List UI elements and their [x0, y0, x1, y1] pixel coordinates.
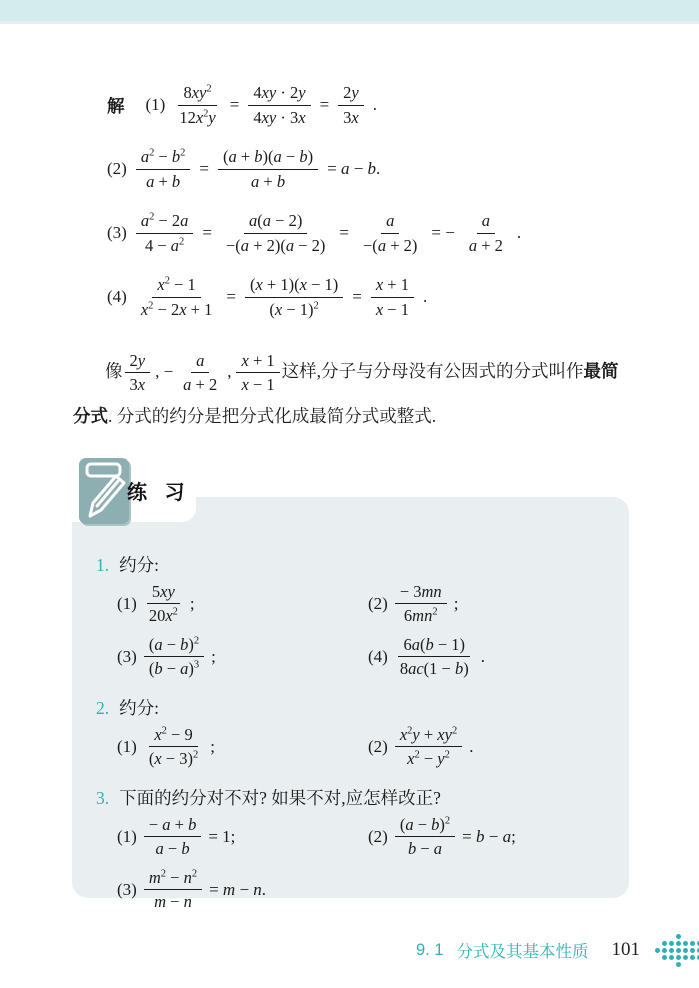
denominator: $x^2 - 2x + 1$: [140, 299, 213, 319]
exercise-row: [96, 630, 612, 683]
denominator: $12x^2y$: [179, 107, 216, 127]
fraction: [144, 634, 204, 680]
numerator: $8xy^2$: [178, 82, 216, 105]
numerator: $x^2 - 1$: [152, 274, 200, 297]
exercise-cell-right: [368, 634, 612, 680]
exercise-heading: [96, 785, 612, 810]
dot: [690, 948, 695, 953]
exercise-row: [96, 720, 612, 773]
denominator: 3x: [343, 107, 359, 127]
math-text: ;: [453, 593, 459, 613]
numerator: 2y: [125, 350, 151, 373]
dot-spacer: [683, 962, 688, 967]
exercise-cell-left: [117, 867, 368, 913]
dot-spacer: [690, 934, 695, 939]
fraction: [245, 274, 343, 320]
dot-row: [655, 962, 699, 967]
text-run: . 分式的约分是把分式化成最简分式或整式.: [108, 405, 437, 426]
footer-inner: [416, 928, 699, 972]
numerator: x + 1: [236, 350, 279, 373]
math-text: =: [229, 95, 240, 114]
practice-header: 练 习: [127, 482, 191, 504]
math-text: = 1;: [208, 826, 236, 846]
math-text: (1): [145, 95, 166, 114]
math-text: (2): [368, 736, 388, 756]
math-text: = b − a;: [462, 826, 516, 846]
bold-term: 最简分式: [73, 360, 619, 426]
dot: [662, 941, 667, 946]
numerator: (a + b)(a − b): [218, 146, 318, 169]
exercise-cell-right: [368, 814, 612, 860]
exercise-number: 2.: [96, 698, 110, 718]
numerator: − a + b: [144, 814, 202, 837]
exercise-row: [96, 810, 612, 863]
solution-block: [107, 76, 677, 332]
dot: [676, 941, 681, 946]
numerator: − 3mn: [395, 581, 447, 604]
denominator: −(a + 2)(a − 2): [225, 235, 326, 255]
numerator: $x^2y + xy^2$: [395, 724, 462, 747]
math-text: (3): [117, 879, 137, 899]
dot-spacer: [683, 934, 688, 939]
dot: [669, 941, 674, 946]
dot-row: [655, 955, 699, 960]
fraction: [144, 814, 202, 860]
dot-row: [655, 934, 699, 939]
numerator: $a^2 - b^2$: [136, 146, 191, 169]
denominator: a + b: [251, 171, 286, 191]
math-text: =: [202, 223, 212, 242]
denominator: $6mn^2$: [403, 606, 438, 625]
math-text: (1): [117, 736, 137, 756]
solution-line-2: [107, 140, 677, 198]
dot-row: [655, 941, 699, 946]
dot: [669, 948, 674, 953]
math-text: = a − b.: [327, 159, 381, 178]
denominator: $4 - a^2$: [144, 235, 185, 255]
denominator: a + 2: [183, 375, 218, 395]
solve-label: 解: [107, 95, 125, 116]
numerator: a(a − 2): [244, 210, 307, 233]
math-text: .: [422, 287, 428, 306]
math-text: =: [352, 287, 362, 306]
fraction: [144, 581, 183, 627]
math-text: =: [226, 287, 236, 306]
dot: [662, 948, 667, 953]
numerator: x + 1: [371, 274, 414, 297]
text-run: 这样,分子与分母没有公因式的分式叫作: [281, 360, 584, 381]
math-text: ,: [227, 361, 232, 381]
math-text: (1): [117, 826, 137, 846]
math-text: = −: [431, 223, 455, 242]
numerator: $m^2 - n^2$: [144, 867, 202, 890]
math-text: (4): [368, 646, 388, 666]
page-number: 101: [611, 939, 640, 960]
exercise-number: 3.: [96, 788, 110, 808]
exercise-cell-left: [117, 634, 368, 680]
fraction: [248, 82, 310, 128]
numerator: $(a - b)^2$: [395, 814, 455, 837]
dot-spacer: [655, 955, 660, 960]
footer-section-number: 9. 1: [415, 940, 444, 959]
exercise-cell-left: [117, 581, 368, 627]
dot-spacer: [655, 962, 660, 967]
dot: [655, 948, 660, 953]
dot: [676, 955, 681, 960]
math-text: .: [516, 223, 522, 242]
dot: [690, 941, 695, 946]
fraction: [395, 724, 462, 770]
fraction: [236, 350, 279, 396]
numerator: a: [477, 210, 495, 233]
numerator: $a^2 - 2a$: [136, 210, 194, 233]
exercise-cell-left: [117, 814, 368, 860]
fraction: [338, 82, 364, 128]
fraction: [144, 867, 202, 913]
denominator: 8ac(1 − b): [399, 659, 469, 678]
exercise-label: 约分:: [119, 555, 159, 575]
math-text: (4): [107, 287, 127, 306]
top-band: [0, 0, 699, 21]
fraction: [395, 581, 447, 627]
denominator: x − 1: [375, 299, 409, 319]
solution-line-1: [107, 76, 677, 134]
math-text: ;: [211, 646, 216, 666]
solution-line-4: [107, 268, 677, 326]
fraction: [136, 274, 218, 320]
denominator: 4xy · 3x: [253, 107, 306, 127]
denominator: $(x - 3)^2$: [148, 749, 199, 768]
dot: [662, 955, 667, 960]
math-text: (2): [107, 159, 127, 178]
denominator: $(x - 1)^2$: [269, 299, 319, 319]
text-run: 像: [105, 360, 123, 381]
denominator: x − 1: [241, 375, 275, 395]
numerator: 5xy: [147, 581, 180, 604]
math-text: .: [469, 736, 474, 756]
denominator: a − b: [155, 839, 190, 858]
paragraph-content: [73, 351, 619, 426]
top-band-edge: [0, 21, 699, 24]
numerator: a: [191, 350, 209, 373]
math-text: (3): [107, 223, 127, 242]
dot: [690, 955, 695, 960]
dot-spacer: [690, 962, 695, 967]
exercise-cell-right: [368, 724, 612, 770]
denominator: −(a + 2): [363, 235, 418, 255]
math-text: = m − n.: [209, 879, 267, 899]
fraction: [371, 274, 414, 320]
denominator: a + b: [146, 171, 181, 191]
solution-line-3: [107, 204, 677, 262]
math-text: =: [319, 95, 330, 114]
dot-spacer: [655, 934, 660, 939]
definition-paragraph: [73, 350, 631, 436]
fraction: [144, 724, 203, 770]
denominator: m − n: [154, 892, 192, 911]
exercise-cell-left: [117, 724, 368, 770]
dot: [676, 934, 681, 939]
math-text: =: [199, 159, 209, 178]
numerator: 6a(b − 1): [398, 634, 470, 657]
denominator: a + 2: [468, 235, 503, 255]
dot: [676, 962, 681, 967]
denominator: $(b - a)^3$: [148, 659, 200, 678]
math-text: (2): [368, 593, 388, 613]
exercise-row: [96, 863, 612, 916]
math-text: ;: [189, 593, 195, 613]
dot-spacer: [669, 934, 674, 939]
exercise-heading: [96, 695, 612, 720]
practice-items: [96, 540, 612, 916]
fraction: [221, 210, 330, 256]
fraction: [136, 210, 194, 256]
math-text: (3): [117, 646, 137, 666]
exercise-label: 约分:: [119, 698, 159, 718]
dot-spacer: [662, 962, 667, 967]
fraction: [125, 350, 151, 396]
denominator: $x^2 - y^2$: [407, 749, 450, 768]
dot: [683, 941, 688, 946]
numerator: (x + 1)(x − 1): [245, 274, 343, 297]
dot: [669, 955, 674, 960]
fraction: [178, 350, 222, 396]
dot: [676, 948, 681, 953]
numerator: $x^2 - 9$: [149, 724, 197, 747]
math-text: .: [480, 646, 485, 666]
math-text: ;: [210, 736, 215, 756]
denominator: $20x^2$: [148, 606, 178, 625]
denominator: b − a: [407, 839, 443, 858]
fraction: [464, 210, 508, 256]
math-text: , −: [155, 361, 174, 381]
exercise-row: [96, 577, 612, 630]
fraction: [395, 814, 455, 860]
exercise-cell-right: [368, 581, 612, 627]
dots-decoration-icon: [655, 934, 699, 967]
footer-section-title: 分式及其基本性质: [456, 943, 589, 961]
dot-spacer: [655, 941, 660, 946]
fraction: [395, 634, 474, 680]
exercise-number: 1.: [96, 555, 110, 575]
math-text: (1): [117, 593, 137, 613]
numerator: 2y: [338, 82, 364, 105]
numerator: a: [381, 210, 399, 233]
math-text: .: [372, 95, 377, 114]
numerator: 4xy · 2y: [248, 82, 310, 105]
exercise-heading: [96, 552, 612, 577]
math-text: =: [339, 223, 349, 242]
dot: [683, 955, 688, 960]
dot-spacer: [669, 962, 674, 967]
math-text: (2): [368, 826, 388, 846]
dot-spacer: [662, 934, 667, 939]
dot-row: [655, 948, 699, 953]
fraction: [358, 210, 422, 256]
fraction: [174, 82, 220, 128]
page-footer: [0, 928, 699, 972]
exercise-label: 下面的约分对不对? 如果不对,应怎样改正?: [119, 788, 441, 808]
denominator: 3x: [129, 375, 146, 395]
dot: [683, 948, 688, 953]
fraction: [136, 146, 191, 192]
fraction: [218, 146, 318, 192]
numerator: $(a - b)^2$: [144, 634, 204, 657]
